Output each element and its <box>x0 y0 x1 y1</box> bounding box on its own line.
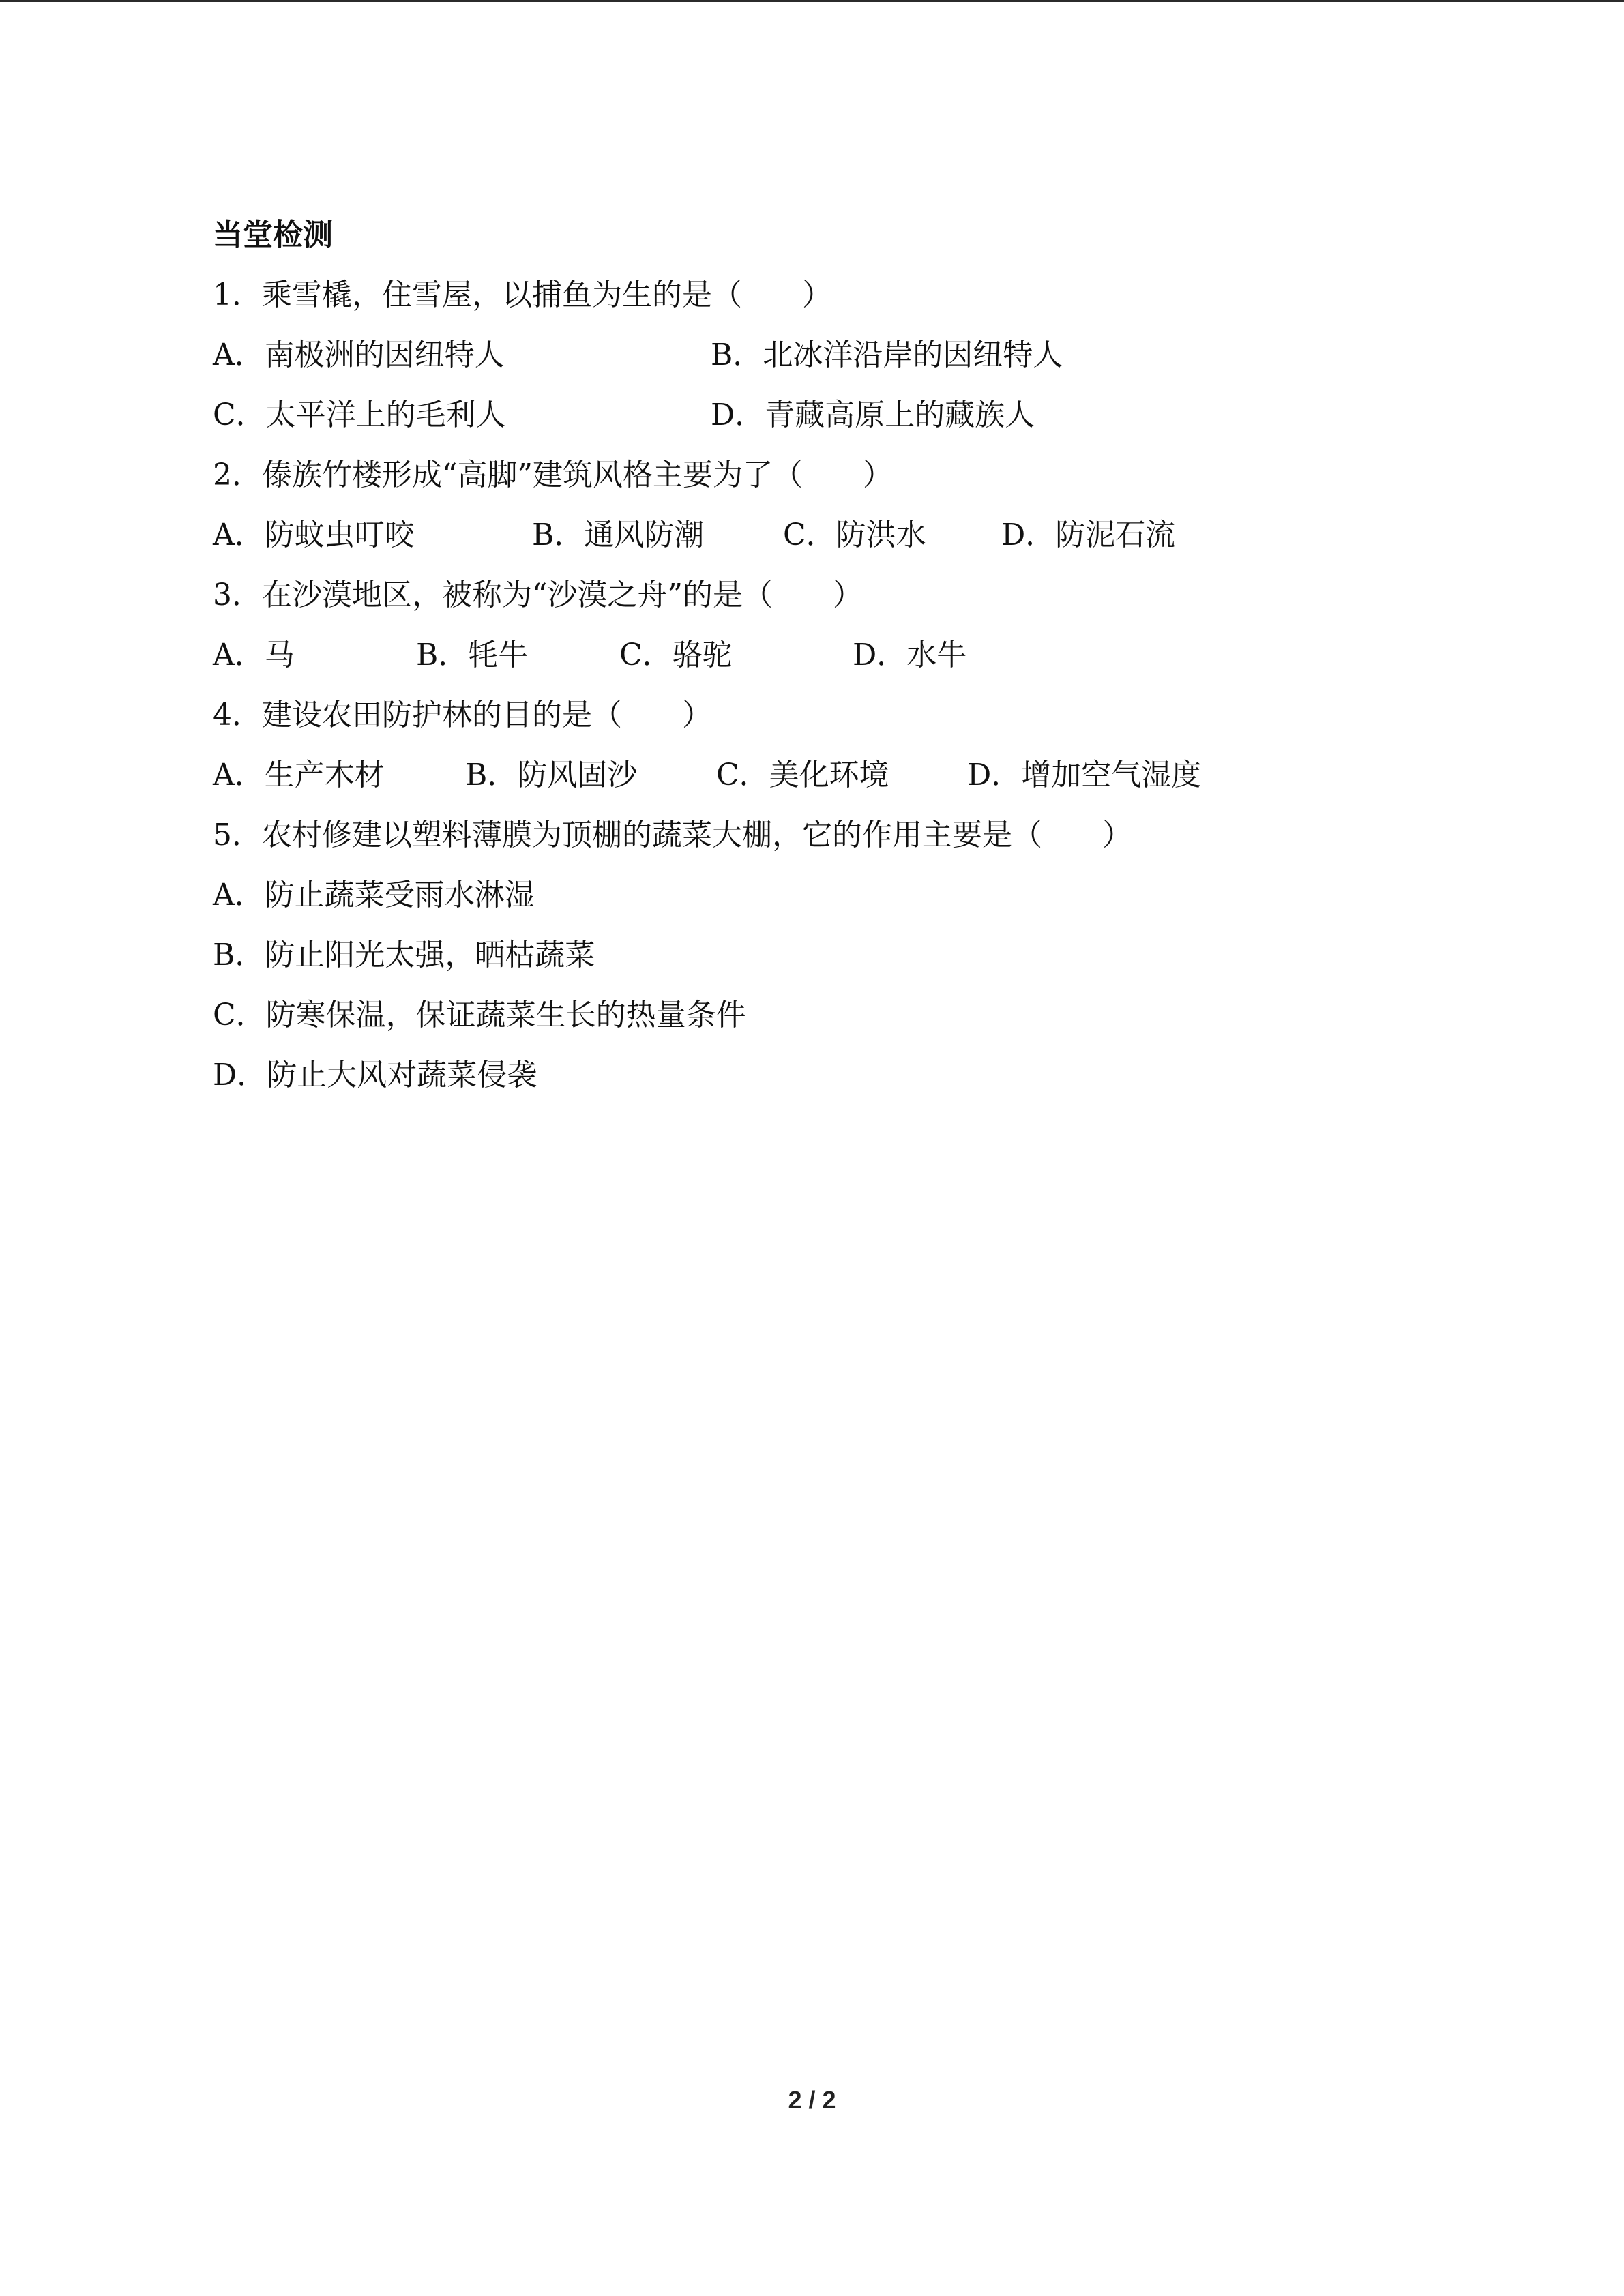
question-3-option-c: C．骆驼 <box>619 638 733 672</box>
question-2-option-d: D．防泥石流 <box>1001 518 1176 552</box>
question-3-option-d: D．水牛 <box>853 638 967 672</box>
question-1-option-a: A．南极洲的因纽特人 <box>213 338 505 372</box>
question-2-option-a: A．防蚊虫叮咬 <box>213 518 415 552</box>
question-4-option-d: D．增加空气湿度 <box>967 758 1202 792</box>
question-4-options-row <box>213 755 1441 796</box>
question-3-stem: 3．在沙漠地区，被称为“沙漠之舟”的是（ ） <box>213 578 863 612</box>
question-1-stem: 1．乘雪橇，住雪屋，以捕鱼为生的是（ ） <box>213 278 832 312</box>
question-3-option-a: A．马 <box>213 638 295 672</box>
question-5-stem: 5．农村修建以塑料薄膜为顶棚的蔬菜大棚，它的作用主要是（ ） <box>213 818 1132 852</box>
page-number: 2 / 2 <box>788 2086 836 2114</box>
question-1-options-row-1 <box>213 335 1441 376</box>
question-4-option-b: B．防风固沙 <box>465 758 638 792</box>
question-4-stem: 4．建设农田防护林的目的是（ ） <box>213 698 712 732</box>
question-1-options-row-2 <box>213 395 1441 436</box>
question-5-option-b: B．防止阳光太强，晒枯蔬菜 <box>213 938 595 972</box>
question-1-option-c: C．太平洋上的毛利人 <box>213 398 506 432</box>
question-3-option-b: B．牦牛 <box>416 638 529 672</box>
question-2-options-row <box>213 515 1441 556</box>
question-4-option-c: C．美化环境 <box>716 758 889 792</box>
question-2-option-b: B．通风防潮 <box>532 518 705 552</box>
question-5-option-c: C．防寒保温，保证蔬菜生长的热量条件 <box>213 998 746 1032</box>
question-3-options-row <box>213 635 1441 676</box>
question-5-option-d: D．防止大风对蔬菜侵袭 <box>213 1058 537 1092</box>
question-1-option-d: D．青藏高原上的藏族人 <box>711 398 1035 432</box>
question-5-option-a: A．防止蔬菜受雨水淋湿 <box>213 878 535 912</box>
top-border-rule <box>0 0 1624 2</box>
question-1-option-b: B．北冰洋沿岸的因纽特人 <box>711 338 1063 372</box>
question-2-option-c: C．防洪水 <box>783 518 926 552</box>
question-2-stem: 2．傣族竹楼形成“高脚”建筑风格主要为了（ ） <box>213 458 893 492</box>
question-4-option-a: A．生产木材 <box>213 758 385 792</box>
section-title: 当堂检测 <box>213 218 333 252</box>
